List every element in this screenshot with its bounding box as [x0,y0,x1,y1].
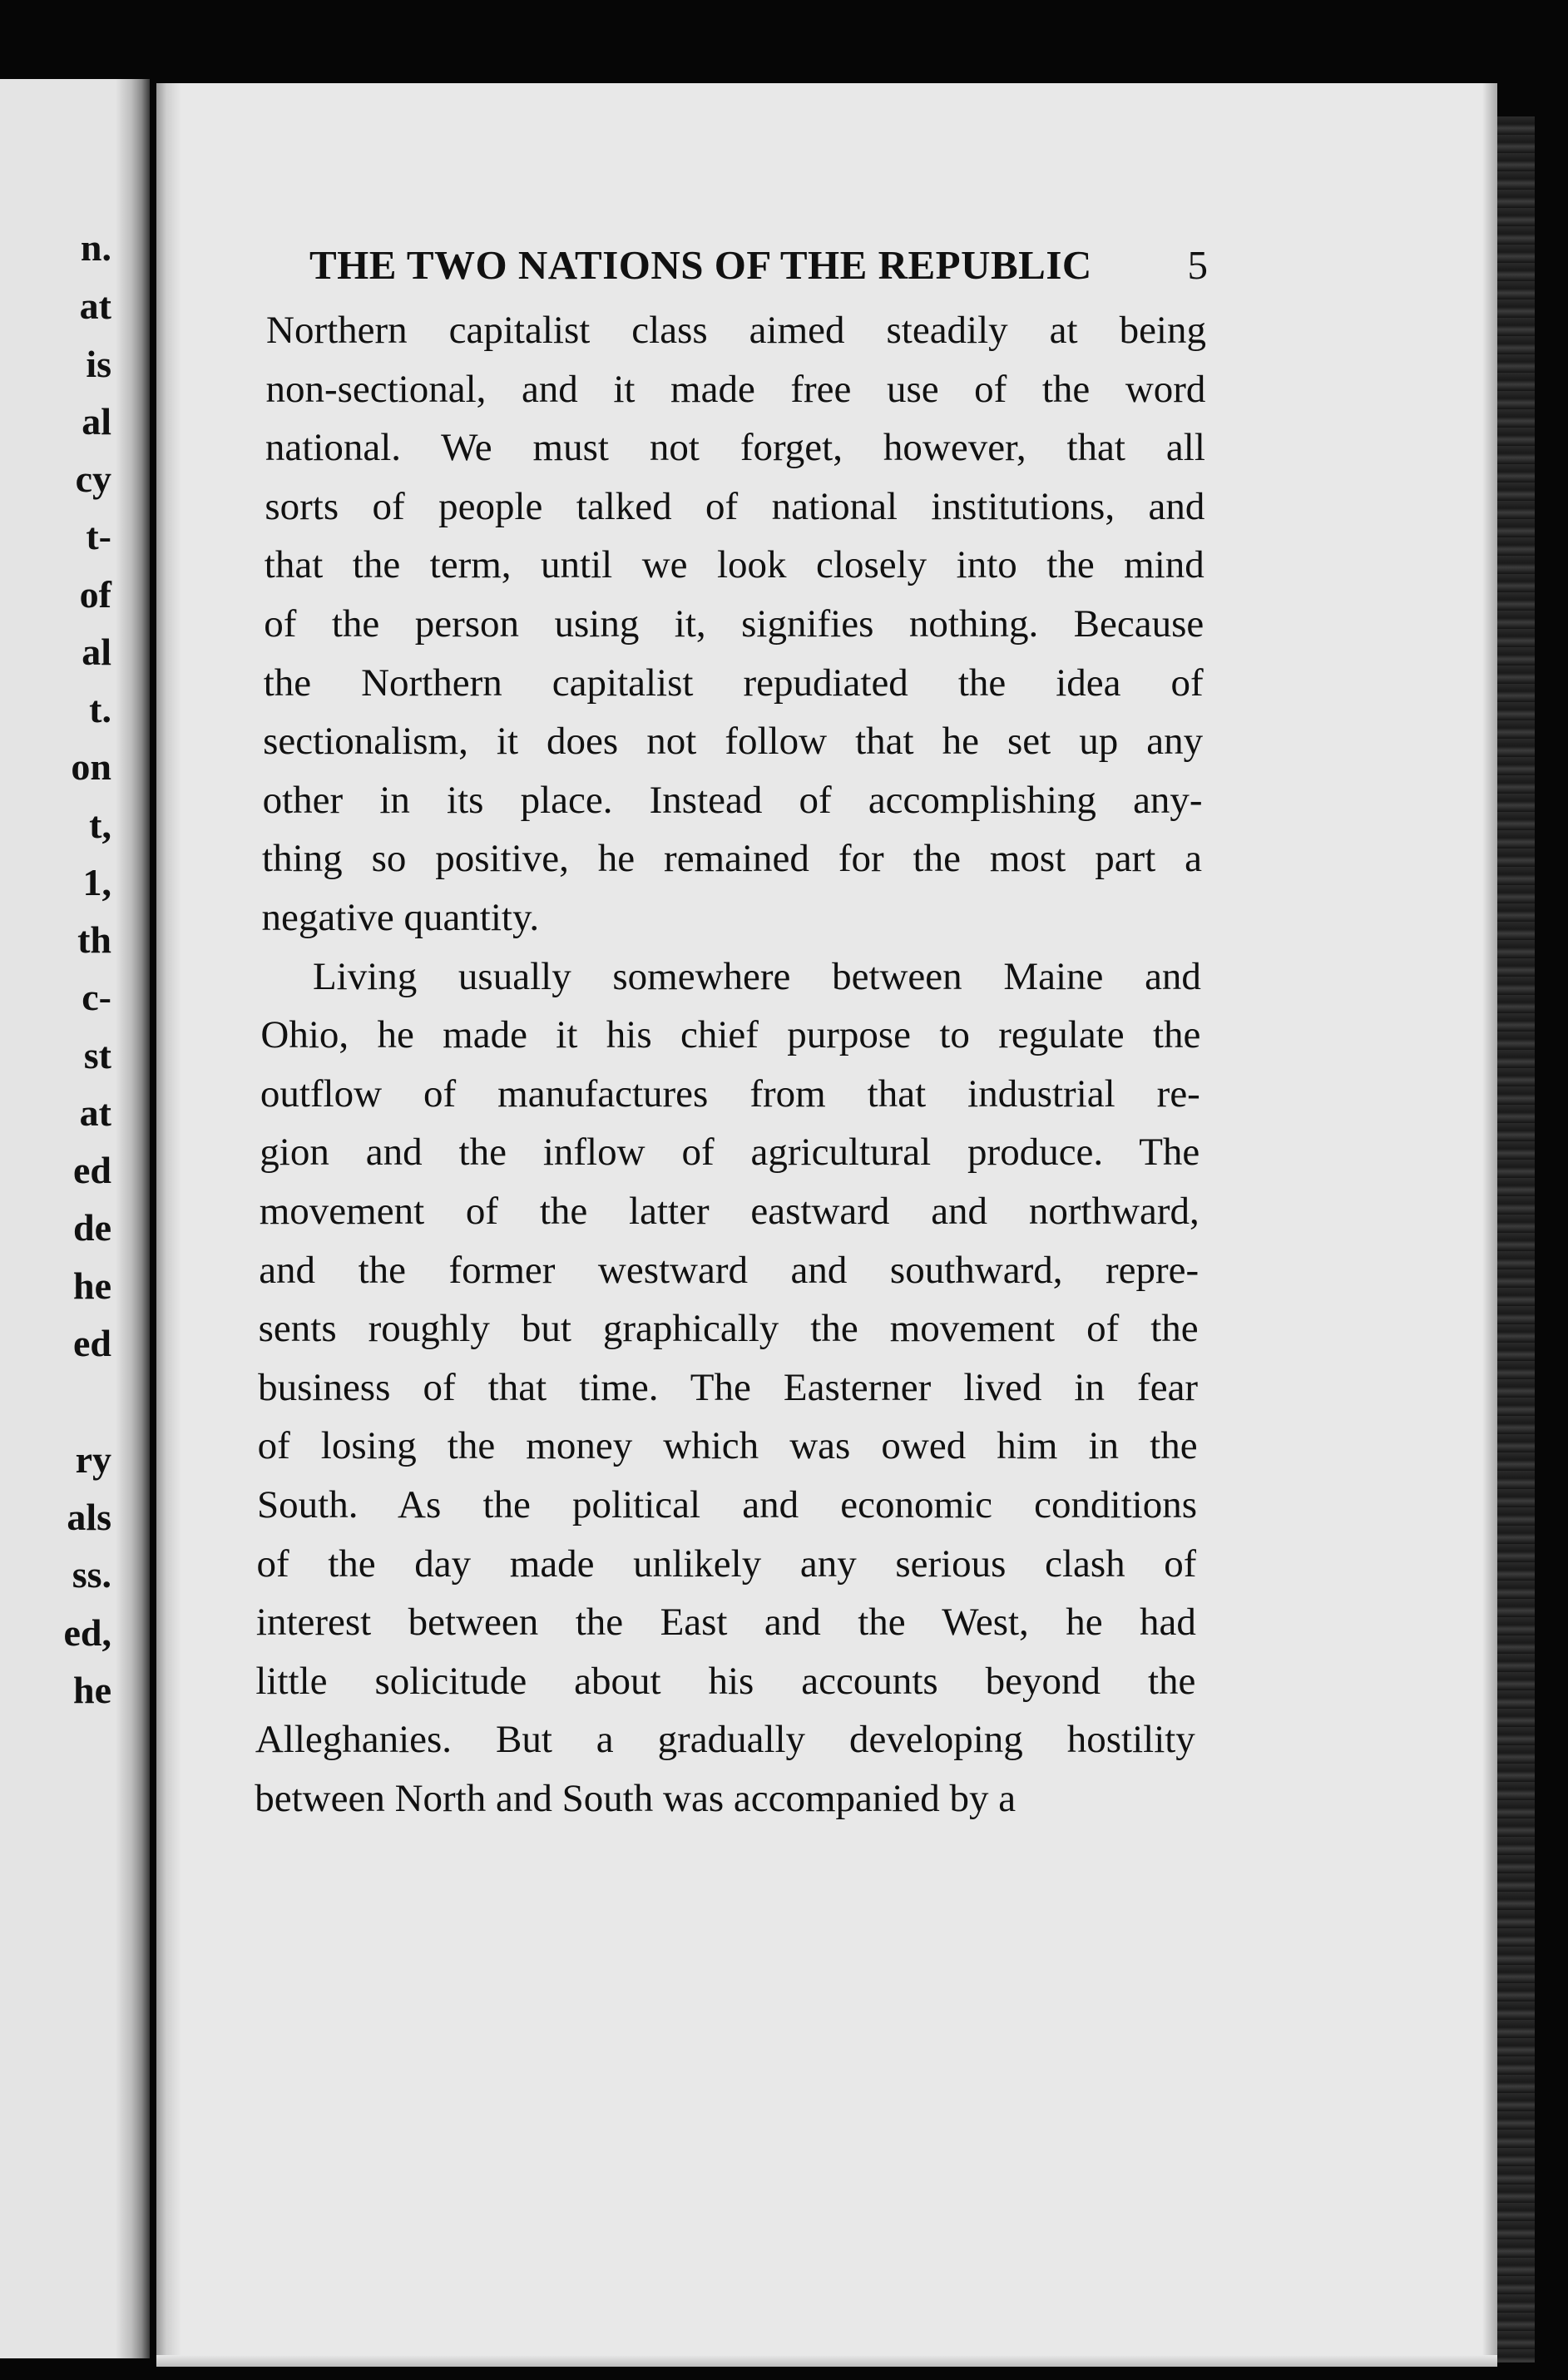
body-line: movement of the latter eastward and northward, [259,1190,1199,1233]
body-line: little solicitude about his accounts beyond the [255,1659,1196,1703]
body-line: other in its place. Instead of accomplishing any- [262,778,1203,822]
left-page-fragment: is [86,343,111,385]
running-title: THE TWO NATIONS OF THE REPUBLIC [309,242,1092,288]
left-page-fragment: at [79,1091,111,1134]
body-text [255,308,1206,1888]
body-line: Living usually somewhere between Maine and [312,954,1201,998]
body-line: gion and the inflow of agricultural produce. The [260,1131,1200,1175]
body-line: the Northern capitalist repudiated the idea of [263,661,1204,705]
left-page-fragment: th [77,918,111,961]
left-page-fragment: n. [80,226,111,269]
body-line: Alleghanies. But a gradually developing hostility [255,1718,1195,1762]
body-line: sents roughly but graphically the movement of the [258,1307,1199,1351]
left-page-fragment: ss. [72,1553,111,1596]
left-page-fragment: al [82,400,111,443]
left-page-fragment: ry [75,1438,111,1481]
left-page-gutter-shadow [116,79,150,2358]
left-page-fragment: of [79,573,111,616]
left-page-fragment: c- [82,976,111,1018]
left-page-fragment: he [73,1669,111,1711]
body-line: Northern capitalist class aimed steadily at being [266,309,1206,352]
left-page-fragment: als [67,1496,111,1538]
left-page-fragment: cy [75,458,111,500]
body-line: that the term, until we look closely into the mind [264,543,1204,587]
left-page-fragment: ed, [63,1611,111,1654]
left-page-fragment: st [83,1034,111,1076]
book-fore-edge [1497,116,1535,2363]
body-line: of the person using it, signifies nothing. Because [264,602,1204,646]
body-line: Ohio, he made it his chief purpose to regulate the [260,1013,1201,1057]
body-line: South. As the political and economic conditions [257,1483,1197,1526]
left-page-fragment: t- [86,515,111,557]
body-line: outflow of manufactures from that industrial re- [260,1071,1200,1116]
body-line: business of that time. The Easterner lived in fear [258,1365,1199,1409]
left-page-fragment: ed [73,1149,111,1191]
body-line: and the former westward and southward, repre- [259,1248,1199,1292]
left-page-fragment: t, [89,804,111,846]
page-bottom-edge-shadow [156,2355,1497,2367]
left-page-fragment: on [71,745,111,788]
left-page-fragment: al [82,631,111,673]
body-line: thing so positive, he remained for the most part a [262,837,1203,881]
left-page-fragment: 1, [82,861,111,903]
body-line: negative quantity. [261,896,540,939]
left-page-fragment: ed [73,1322,111,1364]
body-line: of the day made unlikely any serious clash of [256,1541,1197,1586]
page-binding-shadow [156,83,181,2367]
body-line: non-sectional, and it made free use of the word [265,367,1206,411]
body-line: interest between the East and the West, he had [255,1601,1196,1645]
page-number: 5 [1187,242,1208,288]
body-line: sectionalism, it does not follow that he set up any [263,720,1204,764]
body-line: between North and South was accompanied by a [255,1777,1016,1820]
body-line: sorts of people talked of national institutions, and [265,484,1205,528]
left-facing-page [0,79,150,2358]
left-page-fragment: at [79,285,111,327]
left-page-fragment: de [73,1206,111,1249]
page-right-edge-shadow [1482,83,1497,2367]
body-line: national. We must not forget, however, that all [265,426,1205,470]
left-page-fragment: he [73,1264,111,1307]
left-page-fragment: t. [89,688,111,730]
page-header [309,241,1208,291]
body-line: of losing the money which was owed him in the [257,1424,1198,1468]
